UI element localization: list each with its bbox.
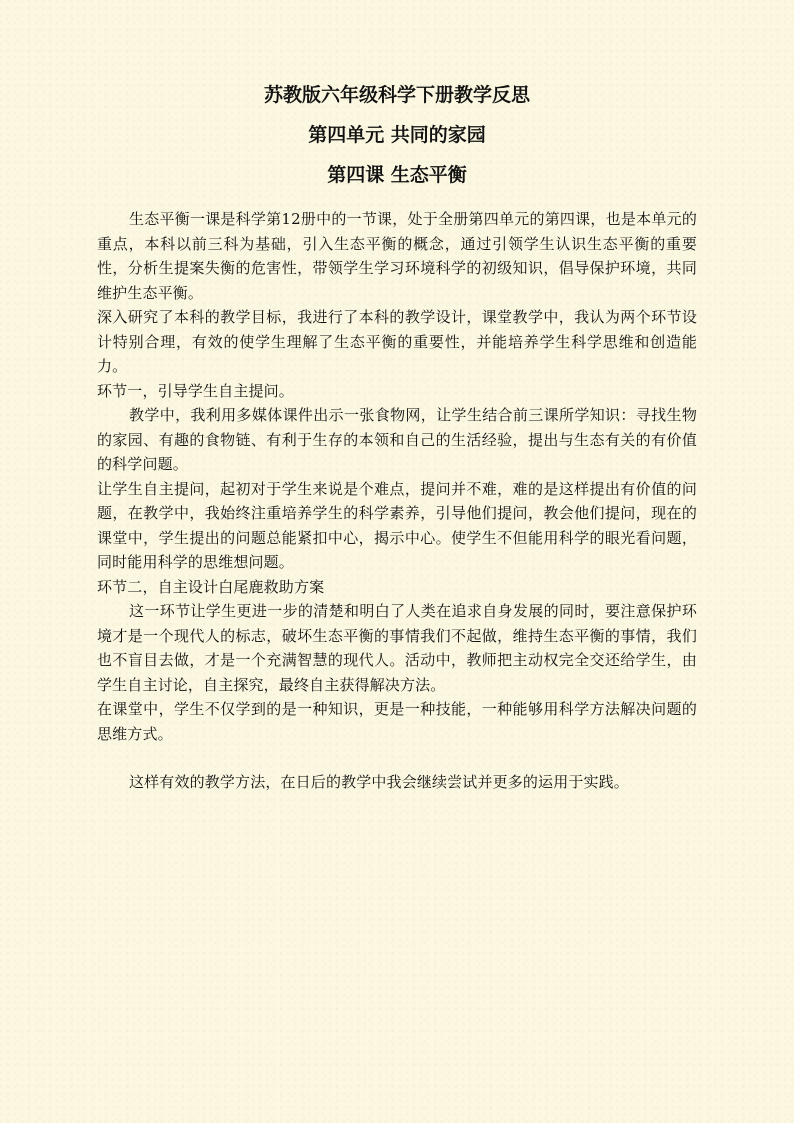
section-heading: 环节一，引导学生自主提问。 (97, 381, 294, 400)
lesson-title: 第四课 生态平衡 (327, 164, 467, 186)
paragraph: 让学生自主提问，起初对于学生来说是个难点，提问并不难，难的是这样提出有价值的问题，在教学中，我始终注重培养学生的科学素养，引导他们提问，教会他们提问，现在的课堂中，学生提出的问题总能紧扣中心，揭示中心。使学生不但能用科学的眼光看问题，同时能用科学的思维想问题。 (97, 479, 697, 571)
blank-line (97, 746, 697, 770)
paragraph: 生态平衡一课是科学第12册中的一节课，处于全册第四单元的第四课，也是本单元的重点，本科以前三科为基础，引入生态平衡的概念，通过引领学生认识生态平衡的重要性，分析生提案失衡的危害性，带领学生学习环境科学的初级知识，倡导保护环境，共同维护生态平衡。 (97, 210, 697, 302)
document-title: 苏教版六年级科学下册教学反思 (263, 84, 530, 106)
section-heading: 环节二，自主设计白尾鹿救助方案 (97, 577, 325, 596)
paragraph: 在课堂中，学生不仅学到的是一种知识，更是一种技能，一种能够用科学方法解决问题的思维方式。 (97, 700, 697, 743)
paragraph: 深入研究了本科的教学目标，我进行了本科的教学设计，课堂教学中，我认为两个环节设计特别合理，有效的使学生理解了生态平衡的重要性，并能培养学生科学思维和创造能力。 (97, 308, 697, 375)
unit-title: 第四单元 共同的家园 (308, 124, 486, 146)
title-block (0, 84, 794, 204)
paragraph: 这一环节让学生更进一步的清楚和明白了人类在追求自身发展的同时，要注意保护环境才是一个现代人的标志，破坏生态平衡的事情我们不起做，维持生态平衡的事情，我们也不盲目去做，才是一个充满智慧的现代人。活动中，教师把主动权完全交还给学生，由学生自主讨论，自主探究，最终自主获得解决方法。 (97, 602, 697, 694)
document-body (97, 207, 697, 795)
paragraph: 教学中，我利用多媒体课件出示一张食物网，让学生结合前三课所学知识：寻找生物的家园、有趣的食物链、有利于生存的本领和自己的生活经验，提出与生态有关的有价值的科学问题。 (97, 406, 697, 473)
closing-paragraph: 这样有效的教学方法，在日后的教学中我会继续尝试并更多的运用于实践。 (129, 773, 629, 791)
